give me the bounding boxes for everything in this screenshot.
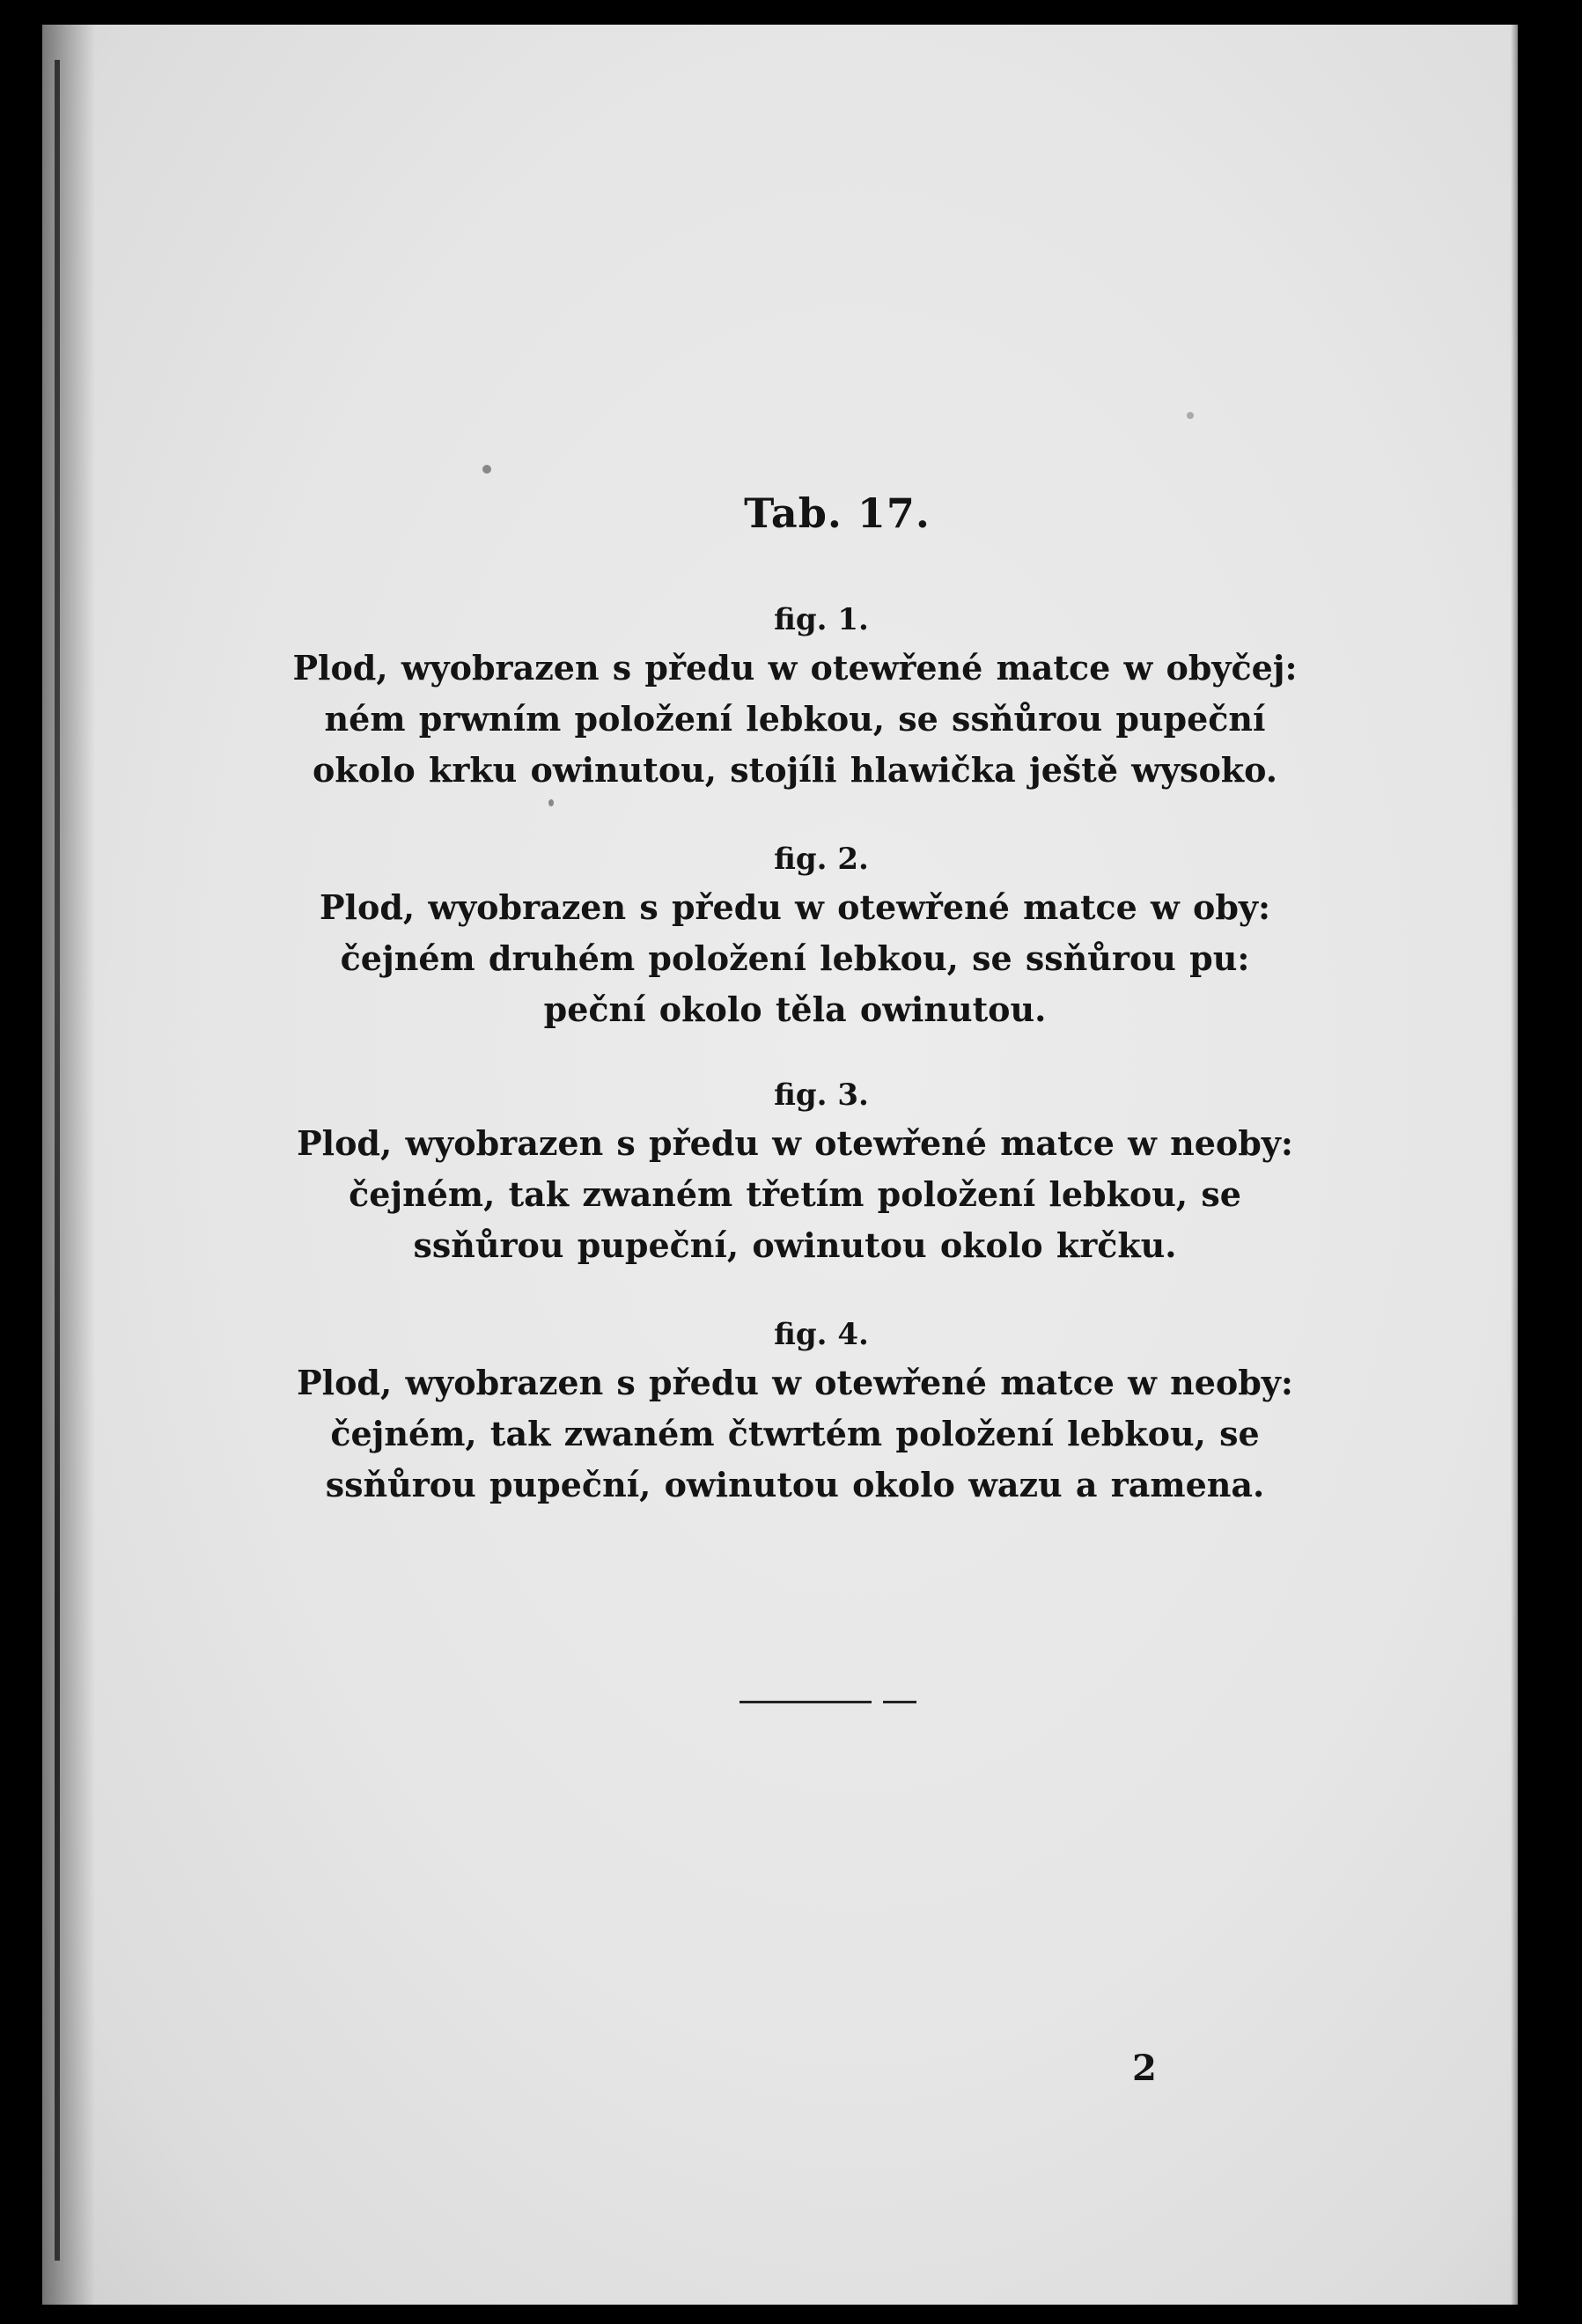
figure-caption-3: [249, 1077, 1341, 1271]
figure-caption-4: [249, 1317, 1341, 1511]
description-line: Plod, wyobrazen s předu w otewřené matce w obyčej:: [292, 648, 1298, 688]
paper-speck: [548, 799, 554, 806]
description-line: peční okolo těla owinutou.: [543, 989, 1047, 1029]
binding-edge: [55, 60, 60, 2261]
description-line: čejném druhém položení lebkou, se ssňůrou pu:: [340, 938, 1250, 978]
plate-title: Tab. 17.: [744, 489, 931, 537]
paper-sheet: [42, 25, 1518, 2305]
description-line: ssňůrou pupeční, owinutou okolo krčku.: [413, 1225, 1177, 1265]
figure-label: fig. 1.: [774, 602, 869, 637]
page-number: 2: [1132, 2048, 1157, 2089]
paper-speck: [482, 465, 491, 474]
page-edge: [1511, 25, 1518, 2305]
figure-description: [249, 643, 1341, 796]
description-line: čejném, tak zwaném čtwrtém položení lebkou, se: [330, 1414, 1260, 1453]
figure-label: fig. 2.: [774, 842, 869, 877]
figure-label: fig. 3.: [774, 1077, 869, 1113]
figure-description: [249, 1118, 1341, 1271]
description-line: Plod, wyobrazen s předu w otewřené matce w oby:: [319, 887, 1271, 927]
description-line: okolo krku owinutou, stojíli hlawička ještě wysoko.: [312, 750, 1278, 790]
section-divider: [739, 1701, 872, 1703]
description-line: Plod, wyobrazen s předu w otewřené matce w neoby:: [297, 1123, 1293, 1163]
description-line: Plod, wyobrazen s předu w otewřené matce w neoby:: [297, 1363, 1293, 1402]
spine-shadow: [42, 25, 95, 2305]
description-line: čejném, tak zwaném třetím položení lebkou, se: [349, 1174, 1241, 1214]
section-divider-dash: [883, 1701, 916, 1703]
figure-caption-2: [249, 842, 1341, 1035]
description-line: ssňůrou pupeční, owinutou okolo wazu a ramena.: [325, 1465, 1265, 1504]
figure-description: [249, 882, 1341, 1035]
figure-description: [249, 1357, 1341, 1511]
description-line: ném prwním položení lebkou, se ssňůrou pupeční: [324, 699, 1266, 739]
figure-label: fig. 4.: [774, 1317, 869, 1352]
paper-speck: [1187, 412, 1194, 419]
figure-caption-1: [249, 602, 1341, 796]
